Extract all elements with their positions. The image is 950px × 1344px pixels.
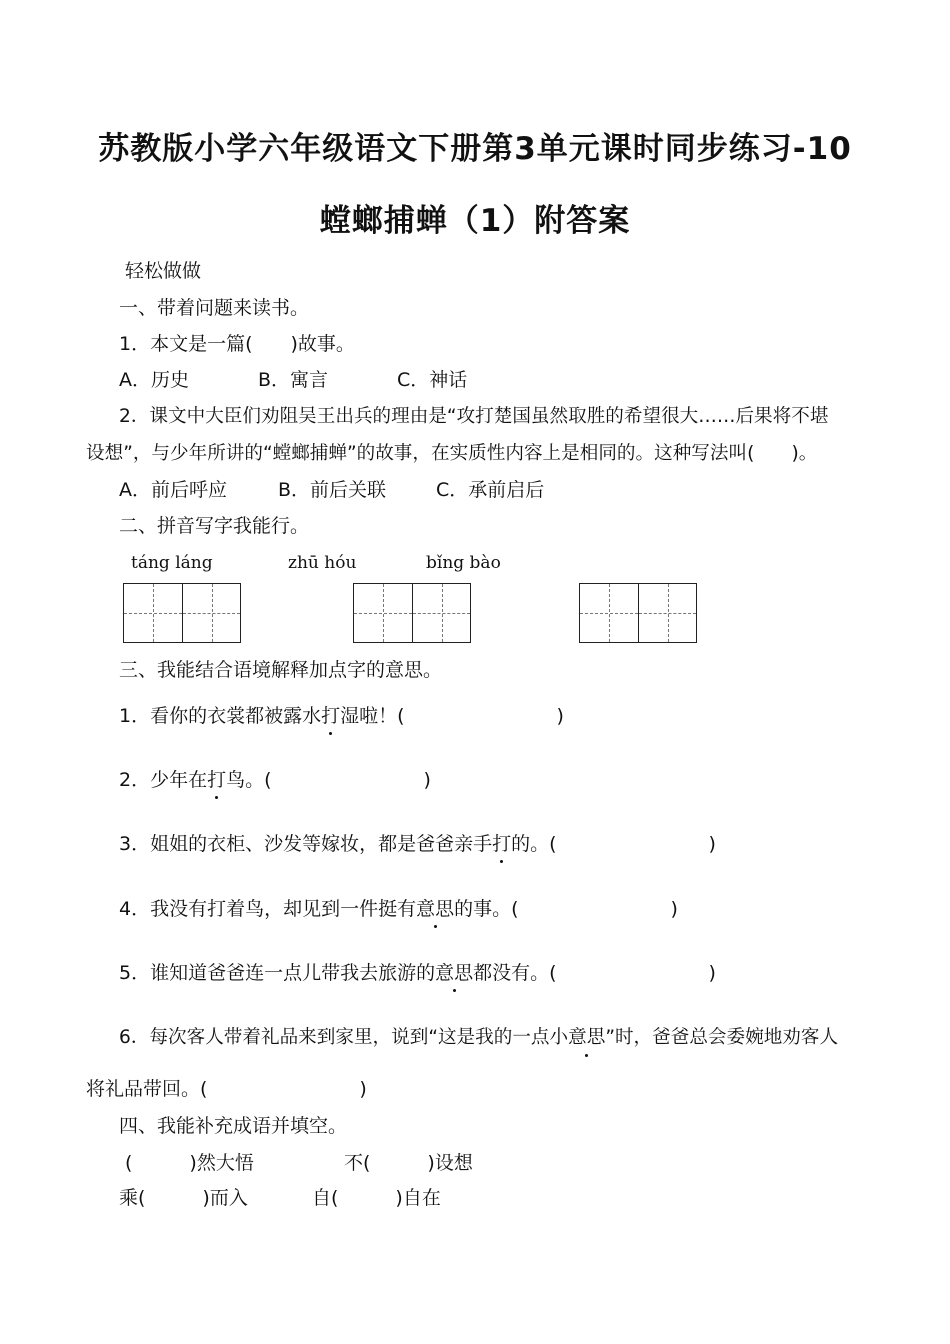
part3-q2 (119, 767, 431, 793)
part3-q3 (119, 831, 716, 857)
pinyin-2: zhū hóu (288, 553, 357, 573)
part3-heading: 三、我能结合语境解释加点字的意思。 (119, 659, 443, 681)
part3-q1 (119, 703, 564, 729)
q3-text: 3．姐姐的衣柜、沙发等嫁妆，都是爸爸亲手 (119, 833, 493, 855)
part1-q1: 1．本文是一篇( )故事。 (119, 333, 355, 355)
idiom-1[interactable]: ( )然大悟 (125, 1152, 254, 1174)
q3-dotted-char: 打 (492, 833, 512, 855)
writing-cell[interactable] (354, 584, 412, 642)
q2-text: 2．少年在 (119, 769, 208, 791)
q2-dotted-char: 打 (207, 769, 227, 791)
part1-q1-option-c: C．神话 (397, 369, 468, 391)
section-label: 轻松做做 (125, 260, 202, 282)
pinyin-3: bǐng bào (426, 553, 501, 573)
part1-q2-option-c: C．承前启后 (436, 479, 545, 501)
pinyin-1: táng láng (131, 553, 213, 573)
q1-dotted-char: 打 (321, 705, 341, 727)
q1-answer-blank[interactable]: 湿啦！( ) (340, 705, 564, 727)
writing-cell[interactable] (412, 584, 470, 642)
writing-grid-1[interactable] (123, 583, 241, 643)
part3-q6 (119, 1025, 838, 1051)
q6-text: 6．每次客人带着礼品来到家里，说到“这是我的一点小 (119, 1027, 569, 1048)
q3-answer-blank[interactable]: 的。( ) (511, 833, 716, 855)
part3-q5 (119, 960, 716, 986)
q5-text: 5．谁知道爸爸连一点儿带我去旅游的 (119, 962, 436, 984)
writing-cell[interactable] (182, 584, 240, 642)
part3-q6-line2[interactable]: 将礼品带回。( ) (86, 1078, 367, 1100)
writing-cell[interactable] (124, 584, 182, 642)
idiom-4[interactable]: 自( )自在 (312, 1187, 441, 1209)
q6-dotted-chars: 意思 (568, 1025, 605, 1051)
q6-text-end: ”时，爸爸总会委婉地劝客人 (605, 1027, 839, 1048)
q4-dotted-chars: 意思 (416, 898, 455, 920)
q2-answer-blank[interactable]: 鸟。( ) (226, 769, 431, 791)
part1-q2-option-b: B．前后关联 (278, 479, 387, 501)
title-line-1: 苏教版小学六年级语文下册第3单元课时同步练习-10 (98, 131, 852, 167)
writing-grid-2[interactable] (353, 583, 471, 643)
q1-text: 1．看你的衣裳都被露水 (119, 705, 322, 727)
q5-dotted-chars: 意思 (435, 962, 474, 984)
title-line-2: 螳螂捕蝉（1）附答案 (319, 203, 631, 239)
part1-q2-option-a: A．前后呼应 (119, 479, 227, 501)
q4-text: 4．我没有打着鸟，却见到一件挺有 (119, 898, 417, 920)
q4-answer-blank[interactable]: 的事。( ) (454, 898, 678, 920)
part4-heading: 四、我能补充成语并填空。 (119, 1115, 348, 1137)
idiom-3[interactable]: 乘( )而入 (119, 1187, 248, 1209)
part1-q1-option-b: B．寓言 (258, 369, 329, 391)
part1-q2-line2: 设想”，与少年所讲的“螳螂捕蝉”的故事，在实质性内容上是相同的。这种写法叫( )。 (86, 443, 818, 464)
idiom-2[interactable]: 不( )设想 (344, 1152, 473, 1174)
part2-heading: 二、拼音写字我能行。 (119, 515, 310, 537)
part3-q4 (119, 896, 678, 922)
writing-cell[interactable] (580, 584, 638, 642)
q5-answer-blank[interactable]: 都没有。( ) (473, 962, 716, 984)
writing-cell[interactable] (638, 584, 696, 642)
part1-heading: 一、带着问题来读书。 (119, 297, 310, 319)
part1-q1-option-a: A．历史 (119, 369, 189, 391)
part1-q2-line1: 2．课文中大臣们劝阻吴王出兵的理由是“攻打楚国虽然取胜的希望很大……后果将不堪 (119, 406, 829, 427)
writing-grid-3[interactable] (579, 583, 697, 643)
